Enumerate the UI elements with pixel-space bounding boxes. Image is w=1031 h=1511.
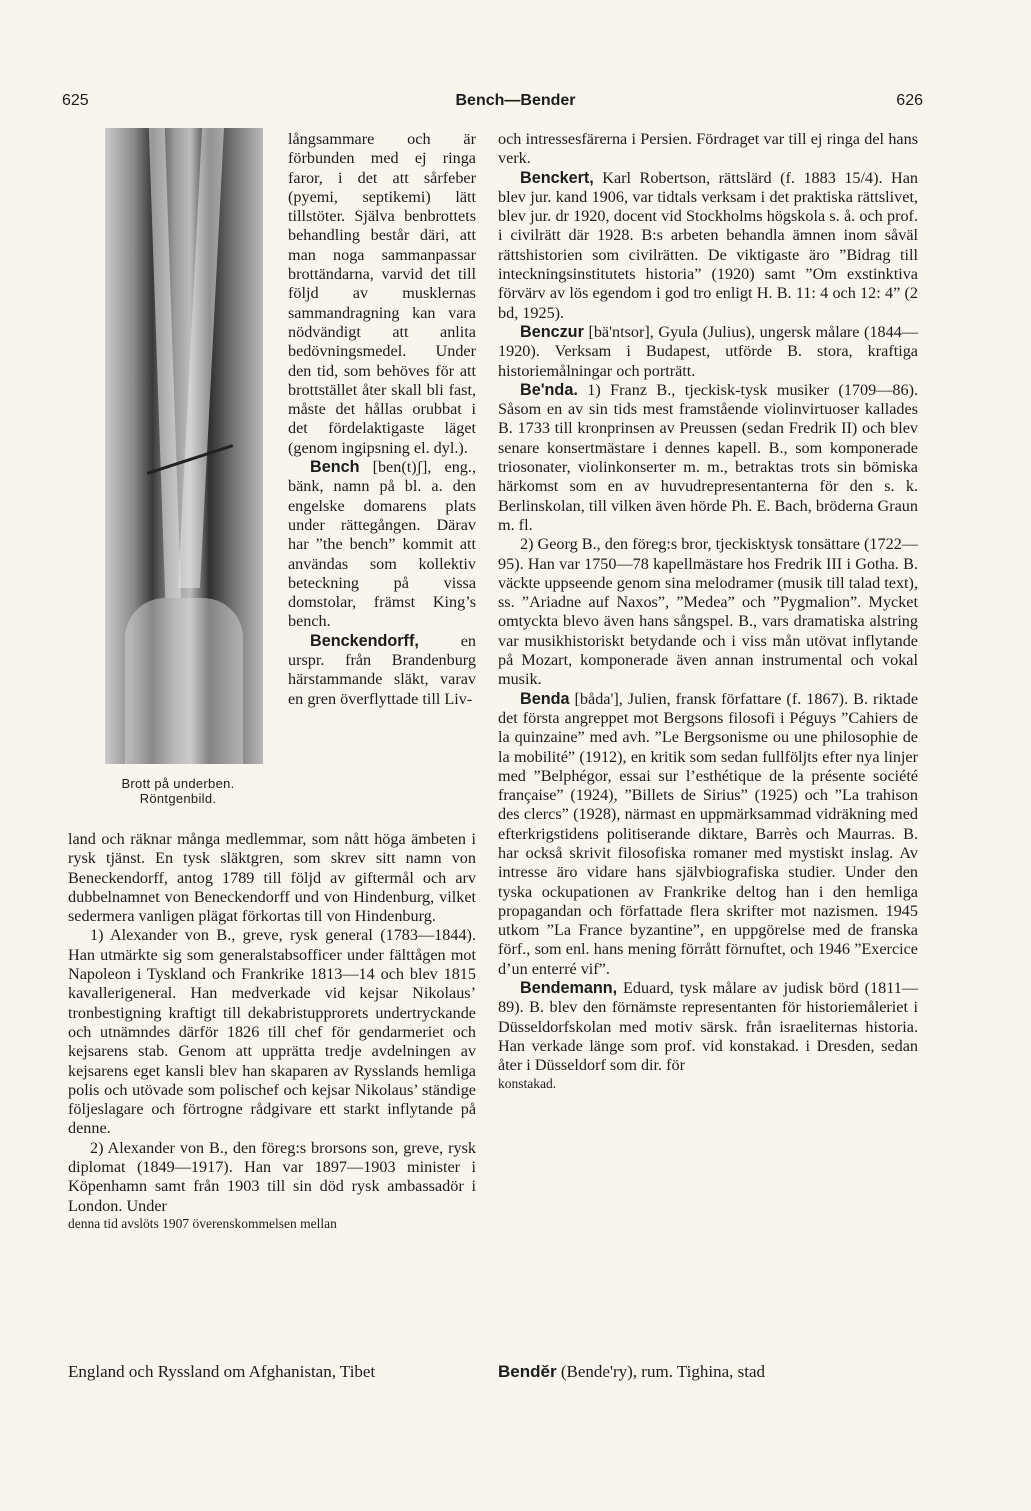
entry-benda-2: 2) Georg B., den föreg:s bror, tjeckisktysk tonsättare (1722—95). Han var 1750—78 kapellmästare hos Fredrik III i Gotha. B. väckte uppseende genom sina melodramer (musik till talad text), ss. ”Ariadne auf Naxos”, ”Medea” och ”Pygmalion”. Mycket omtyckta blevo även hans sångspel. B., vars dramatiska alstring var musikhistoriskt betydande och i viss mån utövat inflytande på Mozart, komponerade även annan instrumental och vokal musik. [498,535,918,689]
headword-benda-julien: Benda [520,689,570,708]
entry-benckendorff [288,632,476,709]
headword-benckert: Benckert, [520,168,594,187]
entry-benda-julien [498,690,918,979]
benckendorff-end: och intressesfärerna i Persien. Fördraget var till ej ringa del hans verk. [498,130,918,168]
entry-benczur-text: [bä'ntsor], Gyula (Julius), ungersk målare (1844—1920). Verksam i Budapest, utförde B. stora, kraftiga historiemålningar och porträtt. [498,322,919,380]
headword-benda: Be'nda. [520,380,578,399]
entry-bender [498,1362,918,1382]
entry-benczur [498,323,918,381]
figure-caption [88,776,268,806]
tibia-shape [178,128,224,588]
entry-alexander-2: 2) Alexander von B., den föreg:s brorsons son, greve, rysk diplomat (1849—1917). Han var 1897—1903 minister i Köpenhamn samt från 1903 till sin död rysk ambassadör i London. Under [68,1138,476,1215]
entry-benda-julien-text: [båda'], Julien, fransk författare (f. 1867). B. riktade det första angreppet mot Bergsons filosofi i Péguys ”Cahiers de la quinzaine” med avh. ”Le Bergsonisme ou une philosophie de la mobilité” (1912), en kritik som sedan fullföljts efter nya linjer med ”Belphégor, essai sur l’esthétique de la présente société française” (1924), ”Billets de Sirius” (1925) och ”La trahison des clercs” (1928), närmast en uppmärksammad vidräkning med efterkrigstidens politiserande diktare, Barrès och Maurras. B. har också skrivit filosofiska romaner med mystiskt inslag. Av intresse äro vidare hans självbiografiska studier. Under den tyska ockupationen av Frankrike deltog han i den hemliga propagandan och författade flera skrifter mot nazismen. 1945 utkom ”La France byzantine”, en uppgörelse med de franska förf., som enl. hans mening förrått förnuftet, och 1946 ”Exercice d’un enterré vif”. [498,689,919,978]
headword-benckendorff: Benckendorff, [310,631,419,650]
right-page-number: 626 [896,92,923,109]
headword-bendemann: Bendemann, [520,979,618,998]
entry-bench-text: [ben(t)ʃ], eng., bänk, namn på bl. a. den engelske domarens plats under rättegången. Därav har ”the bench” kommit att användas som kollektiv beteckning på vissa domstolar, främst King’s bench. [288,458,476,631]
entry-benda-1: 1) Franz B., tjeckisk-tysk musiker (1709—86). Såsom en av sin tids mest framstående violinvirtuoser kallades B. 1733 till kronprinsen av Preussen (sedan Fredrik II) och blev senare konsertmästare i dennes kapell. B., som komponerade triosonater, violinkonserter m. m., betraktas trots sin bömiska härkomst som en av huvudrepresentanterna för den s. k. Berlinskolan, till vilken även hörde Ph. E. Bach, bröderna Graun m. fl. [498,380,919,534]
ankle-joint-shape [125,598,243,764]
entry-bendemann-text: Eduard, tysk målare av judisk börd (1811—89). B. blev den förnämste representanten för historiemåleriet i Düsseldorfskolan med motiv särsk. från israeliternas historia. Han verkade länge som prof. vid konstakad. i Dresden, sedan åter i Düsseldorf som dir. för [498,979,919,1075]
left-bottom-line: England och Ryssland om Afghanistan, Tibet [68,1362,376,1381]
wide-column [68,830,476,1231]
entry-benda [498,381,918,535]
narrow-column [288,130,476,709]
entry-benckendorff-text: en urspr. från Brandenburg härstammande släkt, varav en gren överflyttade till Liv- [288,631,476,708]
running-head: Bench—Bender [455,92,576,109]
caption-line-2: Röntgenbild. [139,791,217,806]
caption-line-1: Brott på underben. [121,776,235,791]
entry-benckert-text: Karl Robertson, rättslärd (f. 1883 15/4). Han blev jur. kand 1906, var tidtals verksam i det praktiska rättslivet, blev jur. dr 1920, docent vid Stockholms högskola s. å. och prof. i civilrätt där 1928. B:s arbeten behandla ämnen inom såväl rättshistorien som civilrätten. De viktigaste äro ”Bidrag till inteckningsinstitutets historia” (1920) samt ”Om exstinktiva förvärv av lös egendom i god tro enligt H. B. 11: 4 och 12: 4” (2 bd, 1925). [498,168,919,322]
entry-bench [288,458,476,632]
right-column [498,130,918,1091]
entry-alexander-1: 1) Alexander von B., greve, rysk general (1783—1844). Han utmärkte sig som generalstabsofficer under fälttågen mot Napoleon i Tyskland och Frankrike 1813—14 och blev 1815 kavallerigeneral. Han medverkade vid kejsar Nikolaus’ tronbestigning kraftigt till dekabristupprorets undertryckande och utnämndes därför 1826 till chef för gendarmeriet och kejsarens stab. Genom att upprätta tredje avdelningen av kejsarens eget kansli blev han skaparen av Rysslands hemliga polis och utövade som polischef och kejsar Nikolaus’ ständige följeslagare och förtrogne rådgivare ett starkt inflytande på denne. [68,926,476,1138]
fracture-paragraph: långsammare och är förbunden med ej ringa faror, i det att sårfeber (pyemi, septikemi) lätt tillstöter. Själva benbrottets behandling består däri, att man noga sammanpassar brottändarna, varvid det till följd av musklernas sammandragning kan vara nödvändigt att anlita bedövningsmedel. Under den tid, som behöves för att brottstället åter skall bli fast, måste det hållas orubbat i det fördelaktigaste läget (genom ingipsning el. dyl.). [288,130,476,457]
left-page-number: 625 [62,92,89,109]
headword-bender: Bendĕr [498,1362,557,1381]
entry-alexander-2-small: denna tid avslöts 1907 överenskommelsen mellan [68,1215,337,1231]
fibula-shape [149,128,181,598]
headword-benczur: Benczur [520,322,584,341]
headword-bench: Bench [310,458,360,477]
entry-bendemann-small: konstakad. [498,1075,557,1091]
entry-bender-text: (Bende'ry), rum. Tighina, stad [560,1362,766,1381]
xray-image [105,128,263,764]
entry-benckert [498,169,918,323]
entry-bendemann [498,979,918,1075]
benckendorff-continuation: land och räknar många medlemmar, som nått höga ämbeten i rysk tjänst. En tysk släktgren, som skrev sitt namn von Beneckendorff, antog 1789 till följd av giftermål och arv dubbelnamnet von Beneckendorff und von Hindenburg, vilket sedermera vanligen plägat förkortas till von Hindenburg. [68,830,476,926]
